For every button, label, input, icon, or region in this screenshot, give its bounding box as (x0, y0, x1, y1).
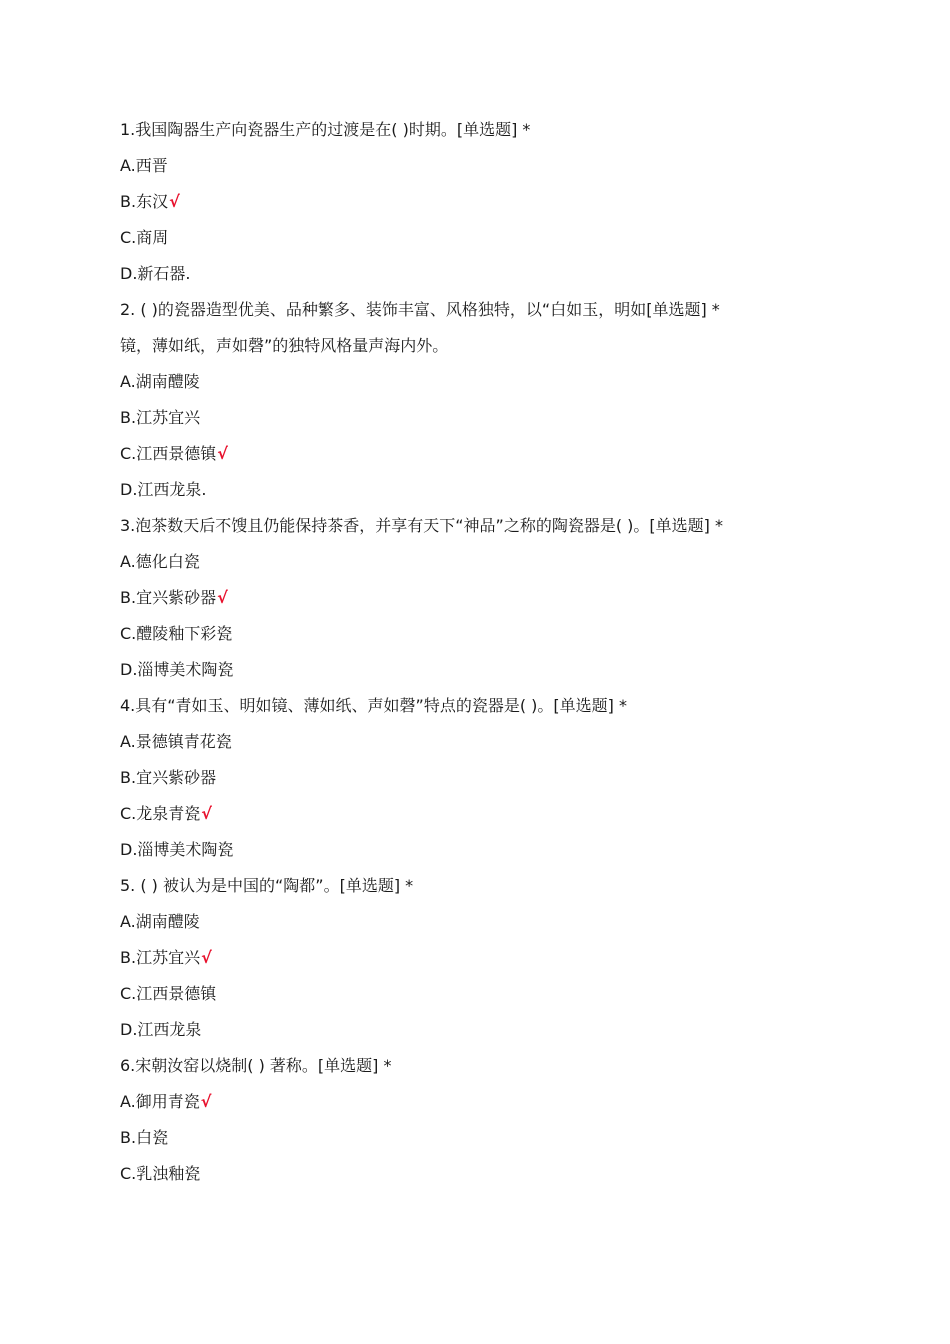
question-2 (120, 300, 840, 500)
question-text: 4.具有“青如玉、明如镜、薄如纸、声如磬”特点的瓷器是( )。[单选题] * (120, 696, 627, 715)
question-text: 2. ( )的瓷器造型优美、品种繁多、装饰丰富、风格独特，以“白如玉，明如[单选题] * (120, 300, 720, 319)
option: C.乳浊釉瓷 (120, 1164, 201, 1183)
option: D.淄博美术陶瓷 (120, 660, 234, 679)
question-text: 5. ( ) 被认为是中国的“陶都”。[单选题] * (120, 876, 414, 895)
question-3 (120, 516, 840, 680)
option-correct: C.龙泉青瓷√ (120, 804, 212, 823)
check-mark-icon: √ (217, 444, 228, 463)
option: A.西晋 (120, 156, 168, 175)
option-correct: A.御用青瓷√ (120, 1092, 212, 1111)
question-text: 3.泡茶数天后不馊且仍能保持茶香，并享有天下“神品”之称的陶瓷器是( )。[单选题] * (120, 516, 723, 535)
check-mark-icon: √ (201, 804, 212, 823)
question-text-continued: 镜，薄如纸，声如磬”的独特风格量声海内外。 (120, 336, 449, 355)
option: A.湖南醴陵 (120, 372, 200, 391)
option: A.湖南醴陵 (120, 912, 200, 931)
question-5 (120, 876, 840, 1040)
option: B.江苏宜兴 (120, 408, 201, 427)
option-correct: B.东汉√ (120, 192, 180, 211)
option: C.商周 (120, 228, 169, 247)
option: C.江西景德镇 (120, 984, 217, 1003)
check-mark-icon: √ (169, 192, 180, 211)
question-text: 6.宋朝汝窑以烧制( ) 著称。[单选题] * (120, 1056, 392, 1075)
option: B.白瓷 (120, 1128, 169, 1147)
option: A.景德镇青花瓷 (120, 732, 232, 751)
check-mark-icon: √ (217, 588, 228, 607)
option-correct: C.江西景德镇√ (120, 444, 228, 463)
question-4 (120, 696, 840, 860)
option: C.醴陵釉下彩瓷 (120, 624, 233, 643)
option: D.江西龙泉 (120, 1020, 202, 1039)
option: A.德化白瓷 (120, 552, 200, 571)
option: D.淄博美术陶瓷 (120, 840, 234, 859)
question-1 (120, 120, 840, 284)
option-correct: B.宜兴紫砂器√ (120, 588, 228, 607)
quiz-document (120, 120, 840, 1200)
question-6 (120, 1056, 840, 1184)
check-mark-icon: √ (200, 1092, 212, 1111)
question-text: 1.我国陶器生产向瓷器生产的过渡是在( )时期。[单选题] * (120, 120, 531, 139)
option: B.宜兴紫砂器 (120, 768, 217, 787)
option: D.江西龙泉. (120, 480, 207, 499)
check-mark-icon: √ (201, 948, 212, 967)
option: D.新石器. (120, 264, 191, 283)
option-correct: B.江苏宜兴√ (120, 948, 212, 967)
